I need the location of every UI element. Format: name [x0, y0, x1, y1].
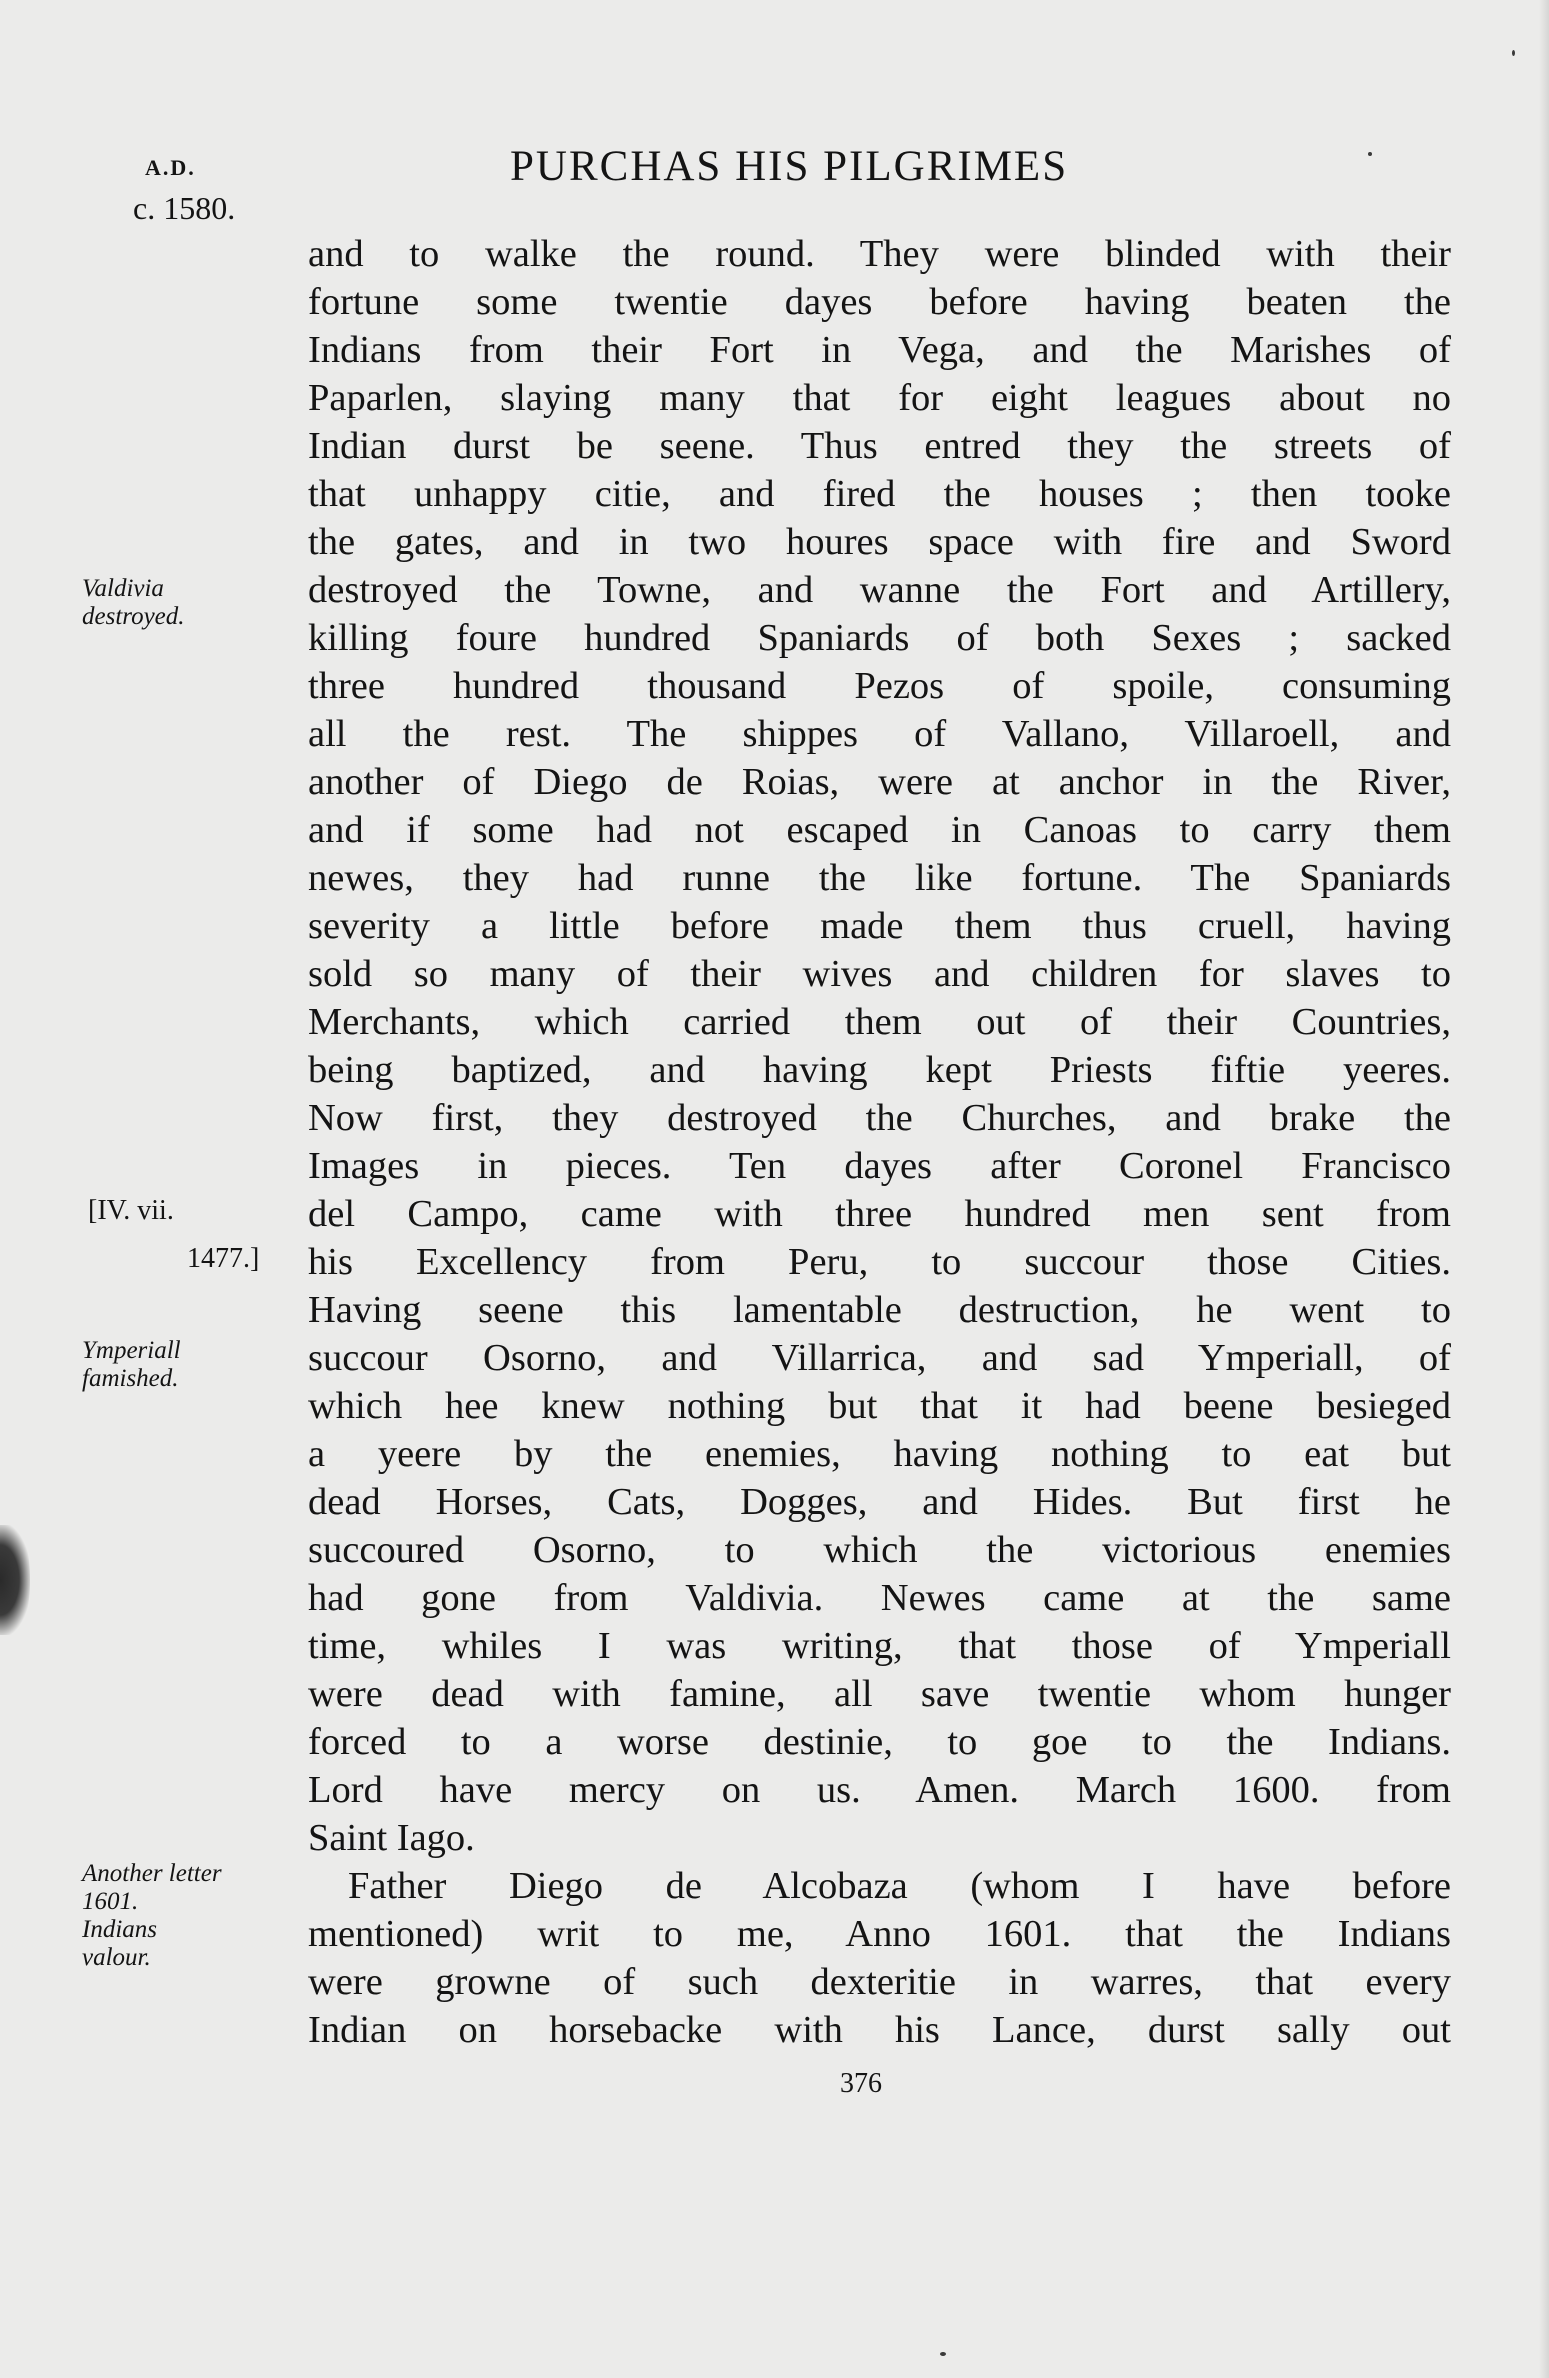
margin-note-line: Valdivia	[82, 575, 164, 602]
body-line: all the rest. The shippes of Vallano, Villaroell, and	[308, 713, 1451, 755]
ink-speck	[940, 2352, 946, 2356]
margin-note-ymperiall	[82, 1337, 181, 1393]
running-title: PURCHAS HIS PILGRIMES	[510, 143, 1069, 190]
body-line: that unhappy citie, and fired the houses ; then tooke	[308, 473, 1451, 515]
body-line: Paparlen, slaying many that for eight leagues about no	[308, 377, 1451, 419]
margin-note-line: Indians	[82, 1916, 157, 1943]
body-line: Lord have mercy on us. Amen. March 1600. from	[308, 1769, 1451, 1811]
body-line: Indian on horsebacke with his Lance, durst sally out	[308, 2009, 1451, 2051]
body-line: succoured Osorno, to which the victorious enemies	[308, 1529, 1451, 1571]
body-line: succour Osorno, and Villarrica, and sad Ymperiall, of	[308, 1337, 1451, 1379]
page-number: 376	[840, 2068, 882, 2099]
body-line: sold so many of their wives and children for slaves to	[308, 953, 1451, 995]
body-line: the gates, and in two houres space with fire and Sword	[308, 521, 1451, 563]
body-line: Having seene this lamentable destruction, he went to	[308, 1289, 1451, 1331]
margin-note-line: Another letter	[82, 1860, 222, 1887]
body-line: a yeere by the enemies, having nothing to eat but	[308, 1433, 1451, 1475]
body-line: and if some had not escaped in Canoas to carry them	[308, 809, 1451, 851]
body-line: killing foure hundred Spaniards of both Sexes ; sacked	[308, 617, 1451, 659]
body-line: mentioned) writ to me, Anno 1601. that the Indians	[308, 1913, 1451, 1955]
page-edge-shadow	[1539, 0, 1549, 2378]
body-line: Images in pieces. Ten dayes after Coronel Francisco	[308, 1145, 1451, 1187]
margin-note-line: valour.	[82, 1944, 151, 1971]
body-line: were dead with famine, all save twentie whom hunger	[308, 1673, 1451, 1715]
body-line: another of Diego de Roias, were at anchor in the River,	[308, 761, 1451, 803]
margin-note-line: destroyed.	[82, 603, 185, 630]
body-line: Saint Iago.	[308, 1817, 475, 1859]
body-line: three hundred thousand Pezos of spoile, consuming	[308, 665, 1451, 707]
body-line: newes, they had runne the like fortune. The Spaniards	[308, 857, 1451, 899]
body-line: time, whiles I was writing, that those of Ymperiall	[308, 1625, 1451, 1667]
body-text	[308, 230, 1451, 2054]
margin-note-line: Ymperiall	[82, 1337, 181, 1364]
body-line: severity a little before made them thus cruell, having	[308, 905, 1451, 947]
body-line: had gone from Valdivia. Newes came at the same	[308, 1577, 1451, 1619]
margin-ref-part1: [IV. vii.	[88, 1195, 174, 1226]
body-line: fortune some twentie dayes before having beaten the	[308, 281, 1451, 323]
body-line: forced to a worse destinie, to goe to the Indians.	[308, 1721, 1451, 1763]
body-line: Merchants, which carried them out of their Countries,	[308, 1001, 1451, 1043]
body-line: Indians from their Fort in Vega, and the Marishes of	[308, 329, 1451, 371]
margin-note-valdivia	[82, 575, 185, 631]
body-line: which hee knew nothing but that it had beene besieged	[308, 1385, 1451, 1427]
header-ad: A.D.	[145, 155, 196, 180]
body-line: and to walke the round. They were blinded with their	[308, 233, 1451, 275]
body-line: del Campo, came with three hundred men sent from	[308, 1193, 1451, 1235]
ink-speck	[1512, 50, 1515, 56]
margin-note-line: 1601.	[82, 1888, 139, 1915]
body-line: destroyed the Towne, and wanne the Fort and Artillery,	[308, 569, 1451, 611]
body-line: dead Horses, Cats, Dogges, and Hides. But first he	[308, 1481, 1451, 1523]
header-year: c. 1580.	[133, 190, 236, 226]
ink-speck	[1368, 152, 1372, 156]
body-line: his Excellency from Peru, to succour those Cities.	[308, 1241, 1451, 1283]
body-line: Now first, they destroyed the Churches, and brake the	[308, 1097, 1451, 1139]
body-line: Indian durst be seene. Thus entred they the streets of	[308, 425, 1451, 467]
margin-note-line: famished.	[82, 1365, 179, 1392]
margin-ref-part2: 1477.]	[187, 1243, 260, 1274]
thumb-shadow	[0, 1525, 30, 1635]
body-line: were growne of such dexteritie in warres, that every	[308, 1961, 1451, 2003]
margin-note-another-letter	[82, 1860, 222, 1972]
body-line: being baptized, and having kept Priests fiftie yeeres.	[308, 1049, 1451, 1091]
body-line: Father Diego de Alcobaza (whom I have before	[348, 1865, 1451, 1907]
